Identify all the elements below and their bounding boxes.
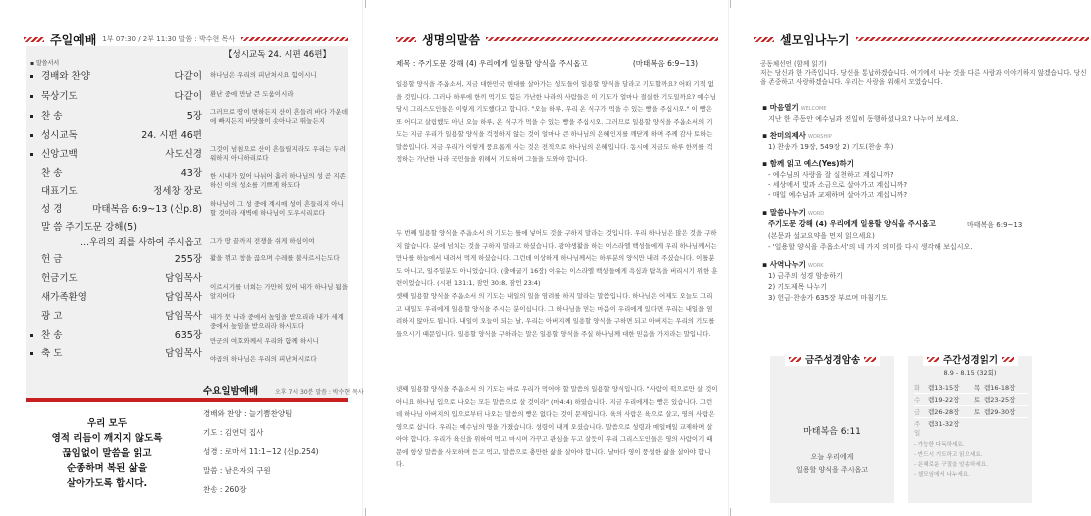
psalm-verse: 환난 중에 만날 큰 도움이시라: [210, 90, 294, 98]
motto-line: 우리 모두: [86, 417, 127, 429]
work-line: 2) 기도제목 나누기: [768, 283, 827, 291]
worship-order-row: [30, 110, 202, 124]
worship-item-name: 새가족환영: [41, 292, 87, 303]
bullet-icon: [30, 134, 33, 137]
psalm-verse: 야곱의 하나님은 우리의 피난처시로다: [210, 355, 317, 363]
bullet-icon: ▪: [30, 60, 36, 67]
worship-item-detail: 635장: [174, 330, 202, 341]
worship-order-row: [30, 70, 202, 84]
worship-order-row: [30, 221, 202, 235]
wednesday-worship-title: 수요일밤예배: [203, 386, 259, 397]
worship-item-detail: 담임목사: [165, 348, 202, 359]
worship-item-name: 말 씀 주기도문 강해(5): [41, 222, 137, 233]
worship-item-name: 찬 송: [41, 330, 63, 341]
motto-text: [52, 416, 163, 491]
welcome-text: 지난 한 주동안 예수님과 진일히 동행하셨나요? 나누어 보세요.: [768, 115, 959, 123]
reading-chapters: 렘23-25장: [984, 396, 1016, 404]
stripe-ornament: [789, 357, 801, 362]
stripe-ornament: [754, 37, 774, 42]
worship-item-detail: 마태복음 6:9~13 (신p.8): [92, 204, 202, 215]
paragraph-text: 두 번째 일용할 양식을 주옵소서 의 기도는 틀에 넣어도 것을 구하지 말라는 것입니다. 우리 하나님은 많은 것을 구하지 않습니다. 분에 넘치는 것을 구하지 말라고 하셨습니다. 광야생활을 하는 이스라엘 백성들에게 우리 하나님께서는 만나를 하늘에서 내려서 먹게 하셨습니다. 그런데 이상하게 하나님께서는 하루분의 양식만 내려 주셨습니다. 이틀분도 아니고, 일주일분도 아니었습니다. (출애굽기 16장) 이유는 이스라엘 백성들에게 욕심과 탐욕을 버리시기 위한 훈련이었습니다. (시편 131:1, 잠언 30:8, 잠언 23:4): [396, 229, 718, 287]
work-heading: ▪ 사역나누기 WORK: [762, 260, 824, 269]
read-yes-heading: ▪ 함께 읽고 예스(Yes)하기: [762, 159, 855, 168]
worship-item-detail: 24. 시편 46편: [141, 130, 202, 141]
read-yes-line: - 세상에서 빛과 소금으로 살아가고 계십니까?: [768, 181, 908, 189]
wednesday-worship-item: 경배와 찬양 : 늘기쁨찬양팀: [203, 409, 293, 418]
section-header: [396, 31, 718, 47]
reading-chapters: 렘26-28장: [928, 408, 960, 416]
sermon-title-line: [396, 58, 718, 69]
section-subtitle: 1부 07:30 / 2부 11:30 말씀 : 박수현 목사: [102, 35, 236, 43]
responsive-reading-title: 【성시교독 24. 시편 46편】: [224, 50, 331, 60]
wednesday-worship-item: 찬송 : 260장: [203, 485, 247, 494]
heading-en: WORK: [807, 263, 824, 269]
worship-item-name: 묵상기도: [41, 91, 78, 102]
worship-item-name: 헌금기도: [41, 273, 78, 284]
stripe-ornament: [396, 37, 416, 42]
worship-item-detail: 255장: [174, 254, 202, 265]
worship-item-name: 찬 송: [41, 168, 63, 179]
worship-order-row: [30, 129, 202, 143]
reading-note: - 가능한 다독하세요.: [914, 442, 965, 448]
stripe-ornament: [927, 357, 939, 362]
sermon-paragraph-4: [396, 383, 718, 471]
heading-text: 사역나누기: [769, 260, 806, 269]
divider-bar: [26, 398, 348, 402]
bullet-icon: [30, 95, 33, 98]
worship-order-row: [30, 329, 202, 343]
stripe-rule: [486, 37, 718, 41]
motto-line: 영적 리듬이 깨지지 않도록: [51, 432, 163, 444]
sermon-page: [364, 0, 726, 516]
heading-text: 찬미의제사: [769, 131, 806, 140]
worship-item-detail: 담임목사: [165, 292, 202, 303]
reading-note: - 은혜로운 구절을 암송하세요.: [914, 462, 988, 468]
reading-chapters: 렘31-32장: [928, 420, 960, 428]
worship-order-row: [30, 203, 202, 217]
read-yes-line: - 예수님의 사랑을 잘 실천하고 계십니까?: [768, 171, 894, 179]
sermon-title: 제목 : 주기도문 강해 (4) 우리에게 일용할 양식을 주시옵고: [396, 59, 588, 68]
reading-day: 화: [914, 384, 921, 392]
word-heading: ▪ 말씀나누기 WORD: [762, 208, 825, 217]
psalm-verse: 그것이 넘침으로 산이 흔들릴지라도 우리는 두려워하지 아니하리로다: [210, 145, 346, 162]
reading-day: 주일: [914, 420, 921, 437]
worship-item-detail: 43장: [180, 168, 202, 179]
reading-day: 금: [914, 408, 921, 416]
reading-chapters: 렘16-18장: [984, 384, 1016, 392]
bible-reading-header: [923, 352, 1018, 366]
welcome-heading: ▪ 마음열기 WELCOME: [762, 103, 827, 112]
paragraph-text: 일용할 양식을 주옵소서, 지금 대한민국 현대를 살아가는 성도들이 일용할 양식을 달라고 기도할까요? 어떠 기적 없을 것입니다. 그러나 하루에 한끼 먹기도 힘든 가난한 나라의 사람들은 이 기도가 얼마나 절실한 기도일까요? 예수님 당시 그리스도인들은 이렇게 기도했다고 합니다. "오늘 하루, 우리 온 식구가 먹을 수 있는 빵을 주십시오." 이 빵은 또 어디고 살림했도 아닌 오늘 하루, 온 식구가 먹을 수 있는 빵을 주십시오. 그러므로 일용할 양식을 주옵소서의 기도는 지금 우리가 일용할 양식을 걱정하지 않는 것이 얼마나 큰 하나님의 은혜인지를 깨닫게 하며 주께 감사 토하는 말씀입니다. 지금 우리가 이렇게 풍요롭게 사는 것은 전적으로 하나님의 은혜입니다. 동시에 지금도 하루 한끼를 걱정하는 가난한 나라 국민들을 위해서 기도하며 그들을 도와야 합니다.: [396, 80, 716, 163]
section-header: [754, 31, 1089, 47]
declaration-text: 저는 당신과 한 가족입니다. 당신을 통납하겠습니다. 여기에서 나눈 것을 다른 사람과 이야기하지 않겠습니다. 당신을 존중하고 사랑하겠습니다. 우리는 사랑을 위해서 모였습니다.: [760, 68, 1087, 86]
worship-item-name: 경배와 찬양: [41, 71, 90, 82]
reading-day: 토: [974, 408, 981, 416]
word-subtitle: (본문과 설교요약을 먼저 읽으세요): [768, 232, 875, 240]
sunday-worship-page: [0, 0, 364, 516]
read-yes-line: - 매일 예수님과 교제하며 살아가고 계십니까?: [768, 191, 908, 199]
psalm-verse: 하나님은 우리의 피난처시요 힘이시니: [210, 71, 317, 79]
heading-text: 함께 읽고 예스(Yes)하기: [769, 159, 855, 168]
work-line: 1) 금주의 성경 암송하기: [768, 272, 843, 280]
section-title: 주일예배: [50, 32, 97, 47]
declaration-head: 공동체선언 (함께 읽기): [760, 60, 827, 68]
worship-item-detail: …우리의 죄를 사하여 주시옵고: [80, 238, 202, 248]
paragraph-text: 셋째 일용할 양식을 주옵소서 의 기도는 내일의 일을 염려를 하지 말라는 말씀입니다. 하나님은 어제도 오늘도 그리고 내일도 우리에게 일용할 양식을 주시는 분이십니다. 그 하나님을 믿는 마음이 우리에게 있다면 우리는 내일을 염려하지 않아도 됩니다. 내일이 오늘이 되는 날, 우리는 아버지께 일용할 양식을 구하면 되고 아버지는 우리의 기도를 들으시기 때문입니다. 일용할 양식을 구하라는 말은 일용할 양식을 주실 하나님께 대한 믿음을 가지라는 말입니다.: [396, 292, 715, 338]
worship-item-name: 성 경: [41, 204, 63, 215]
psalm-verse: 활을 꺾고 창을 끊으며 수레를 불사르시는도다: [210, 254, 340, 262]
bullet-icon: [30, 153, 33, 156]
memory-verse-line: 오늘 우리에게: [810, 453, 854, 461]
bible-reading-box: [908, 356, 1032, 503]
worship-item-name: 대표기도: [41, 186, 78, 197]
psalm-verse: 만군의 여호와께서 우리와 함께 하시니: [210, 337, 319, 345]
section-header: [24, 31, 348, 47]
sermon-paragraph-2: [396, 227, 718, 290]
reading-note: - 반드시 기도하고 읽으세요.: [914, 452, 983, 458]
wednesday-worship-item: 말씀 : 남은자의 구원: [203, 466, 271, 475]
psalm-verse: 그러므로 땅이 변하든지 산이 흔들려 바다 가운데에 빠지든지 바닷물이 솟아나고 뛰놀든지: [210, 108, 348, 125]
standing-label-text: 말씀서서: [35, 60, 60, 67]
motto-line: 살아가도록 합시다.: [66, 477, 148, 489]
cell-group-page: [730, 0, 1091, 516]
worship-item-detail: 5장: [186, 111, 202, 122]
worship-order-row: [30, 347, 202, 361]
word-question: - '일용할 양식을 주옵소서'의 네 가지 의미를 다시 생각해 보십시오.: [768, 243, 973, 251]
stripe-ornament: [864, 357, 876, 362]
worship-heading: ▪ 찬미의제사 WORSHIP: [762, 131, 832, 140]
fold-line-2: [728, 0, 729, 516]
work-line: 3) 헌금·찬송가 635장 부르며 마침기도: [768, 294, 888, 302]
worship-order-row: [30, 291, 202, 305]
worship-item-name: 축 도: [41, 348, 63, 359]
heading-en: WORD: [807, 211, 825, 217]
worship-item-detail: 정세창 장로: [153, 186, 202, 197]
section-title: 셀모임나누기: [780, 32, 850, 47]
worship-order-row: [30, 148, 202, 162]
psalm-verse: 내가 뭇 나라 중에서 높임을 받으리라 내가 세계 중에서 높임을 받으리라 하시도다: [210, 313, 344, 330]
worship-order-row: [30, 253, 202, 267]
sermon-reference: (마태복음 6:9~13): [632, 59, 698, 68]
bible-reading-title: 주간성경읽기: [943, 355, 999, 366]
sermon-paragraph-1: [396, 78, 718, 166]
row-divider: [914, 417, 1028, 418]
reading-note: - 셀모임에서 나누세요.: [914, 472, 970, 478]
stripe-ornament: [1002, 357, 1014, 362]
memory-verse-header: [785, 352, 880, 366]
worship-item-detail: 다같이: [174, 91, 202, 102]
reading-chapters: 렘19-22장: [928, 396, 960, 404]
worship-order-row: [30, 185, 202, 199]
worship-item-detail: 담임목사: [165, 311, 202, 322]
stripe-ornament: [24, 37, 44, 42]
heading-text: 마음열기: [769, 103, 799, 112]
reading-day: 토: [974, 396, 981, 404]
section-title: 생명의말씀: [422, 32, 480, 47]
heading-text: 말씀나누기: [769, 208, 806, 217]
reading-day: 수: [914, 396, 921, 404]
worship-order-row: [30, 310, 202, 324]
reading-chapters: 렘13-15장: [928, 384, 960, 392]
worship-item-name: 광 고: [41, 311, 63, 322]
worship-item-detail: 사도신경: [165, 149, 202, 160]
row-divider: [914, 405, 1028, 406]
psalm-verse: 그가 땅 끝까지 전쟁을 쉬게 하심이여: [210, 237, 315, 245]
worship-item-name: 헌 금: [41, 254, 63, 265]
wednesday-worship-item: 성경 : 로마서 11:1~12 (신p.254): [203, 447, 319, 456]
heading-en: WELCOME: [800, 106, 827, 112]
community-declaration: [760, 60, 1090, 86]
reading-chapters: 렘29-30장: [984, 408, 1016, 416]
worship-item-name: 신앙고백: [41, 149, 78, 160]
motto-box: [26, 405, 188, 501]
standing-label: [30, 58, 59, 67]
worship-order-row: [30, 90, 202, 104]
psalm-verse: 이르시기를 너희는 가만히 있어 내가 하나님 됨을 알지어다: [210, 283, 348, 300]
row-divider: [914, 393, 1028, 394]
worship-order-row: [30, 236, 202, 250]
bullet-icon: [30, 115, 33, 118]
memory-verse-reference: 마태복음 6:11: [803, 427, 861, 437]
motto-line: 끊임없이 말씀을 읽고: [62, 447, 152, 459]
worship-order-row: [30, 272, 202, 286]
sermon-paragraph-3: [396, 290, 718, 340]
word-reference: 마태복음 6:9~13: [967, 221, 1023, 229]
bullet-icon: [30, 75, 33, 78]
memory-verse-title: 금주성경암송: [805, 355, 861, 366]
worship-item-detail: 다같이: [174, 71, 202, 82]
bullet-icon: [30, 334, 33, 337]
bullet-icon: [30, 352, 33, 355]
bible-reading-range: 8.9 - 8.15 (32회): [943, 369, 997, 377]
wednesday-worship-subtitle: 오후 7시 30분 말씀 : 박수현 목사: [275, 389, 364, 396]
wednesday-worship-item: 기도 : 김연덕 집사: [203, 428, 264, 437]
stripe-rule: [856, 37, 1089, 41]
worship-order-row: [30, 167, 202, 181]
heading-en: WORSHIP: [807, 134, 832, 140]
worship-item-name: 성시교독: [41, 130, 78, 141]
memory-verse-line: 일용할 양식을 주시옵고: [795, 466, 869, 474]
word-title: 주기도문 강해 (4) 우리에게 일용할 양식을 주시옵고: [768, 219, 936, 228]
fold-line-1: [362, 0, 363, 516]
psalm-verse: 한 시내가 있어 나뉘어 흘러 하나님의 성 곧 지존하신 이의 성소를 기쁘게 하도다: [210, 172, 346, 189]
worship-text: 1) 찬송가 19장, 549장 2) 기도(찬송 후): [768, 143, 894, 151]
worship-item-detail: 담임목사: [165, 273, 202, 284]
motto-line: 순종하며 복된 삶을: [66, 462, 148, 474]
paragraph-text: 넷째 일용할 양식을 주옵소서 의 기도는 바로 우리가 먹어야 할 말씀의 일용할 양식입니다. "사람이 떡으로만 살 것이 아니요 하나님 입으로 나오는 모든 말씀으로 살 것이라" (마4:4) 하였습니다. 지금 우리에게는 빵은 있습니다. 그런데 하나님 아버지의 입으로부터 나오는 말씀의 빵은 없다는 것이 문제입니다. 육의 사람은 육으로 살고, 영의 사람은 영으로 삽니다. 우리는 예수님의 영을 가졌습니다. 성령이 내게 오셨습니다. 말씀으로 성령과 매일매일 교제하며 살아야 합니다. 우리가 육신을 위하여 먹고 마시며 가꾸고 관심을 두고 살듯이 우리 그리스도인들은 영의 사람이기 때문에 항상 말씀을 사모하며 듣고 먹고, 말씀으로 충만한 삶을 살아야 합니다. 날마다 영이 풍성한 삶을 살아야 합니다.: [396, 385, 718, 468]
worship-item-name: 찬 송: [41, 111, 63, 122]
reading-day: 목: [974, 384, 981, 392]
stripe-rule: [241, 37, 348, 41]
psalm-verse: 하나님이 그 성 중에 계시매 성이 흔들리지 아니할 것이라 새벽에 하나님이 도우시리로다: [210, 200, 344, 217]
